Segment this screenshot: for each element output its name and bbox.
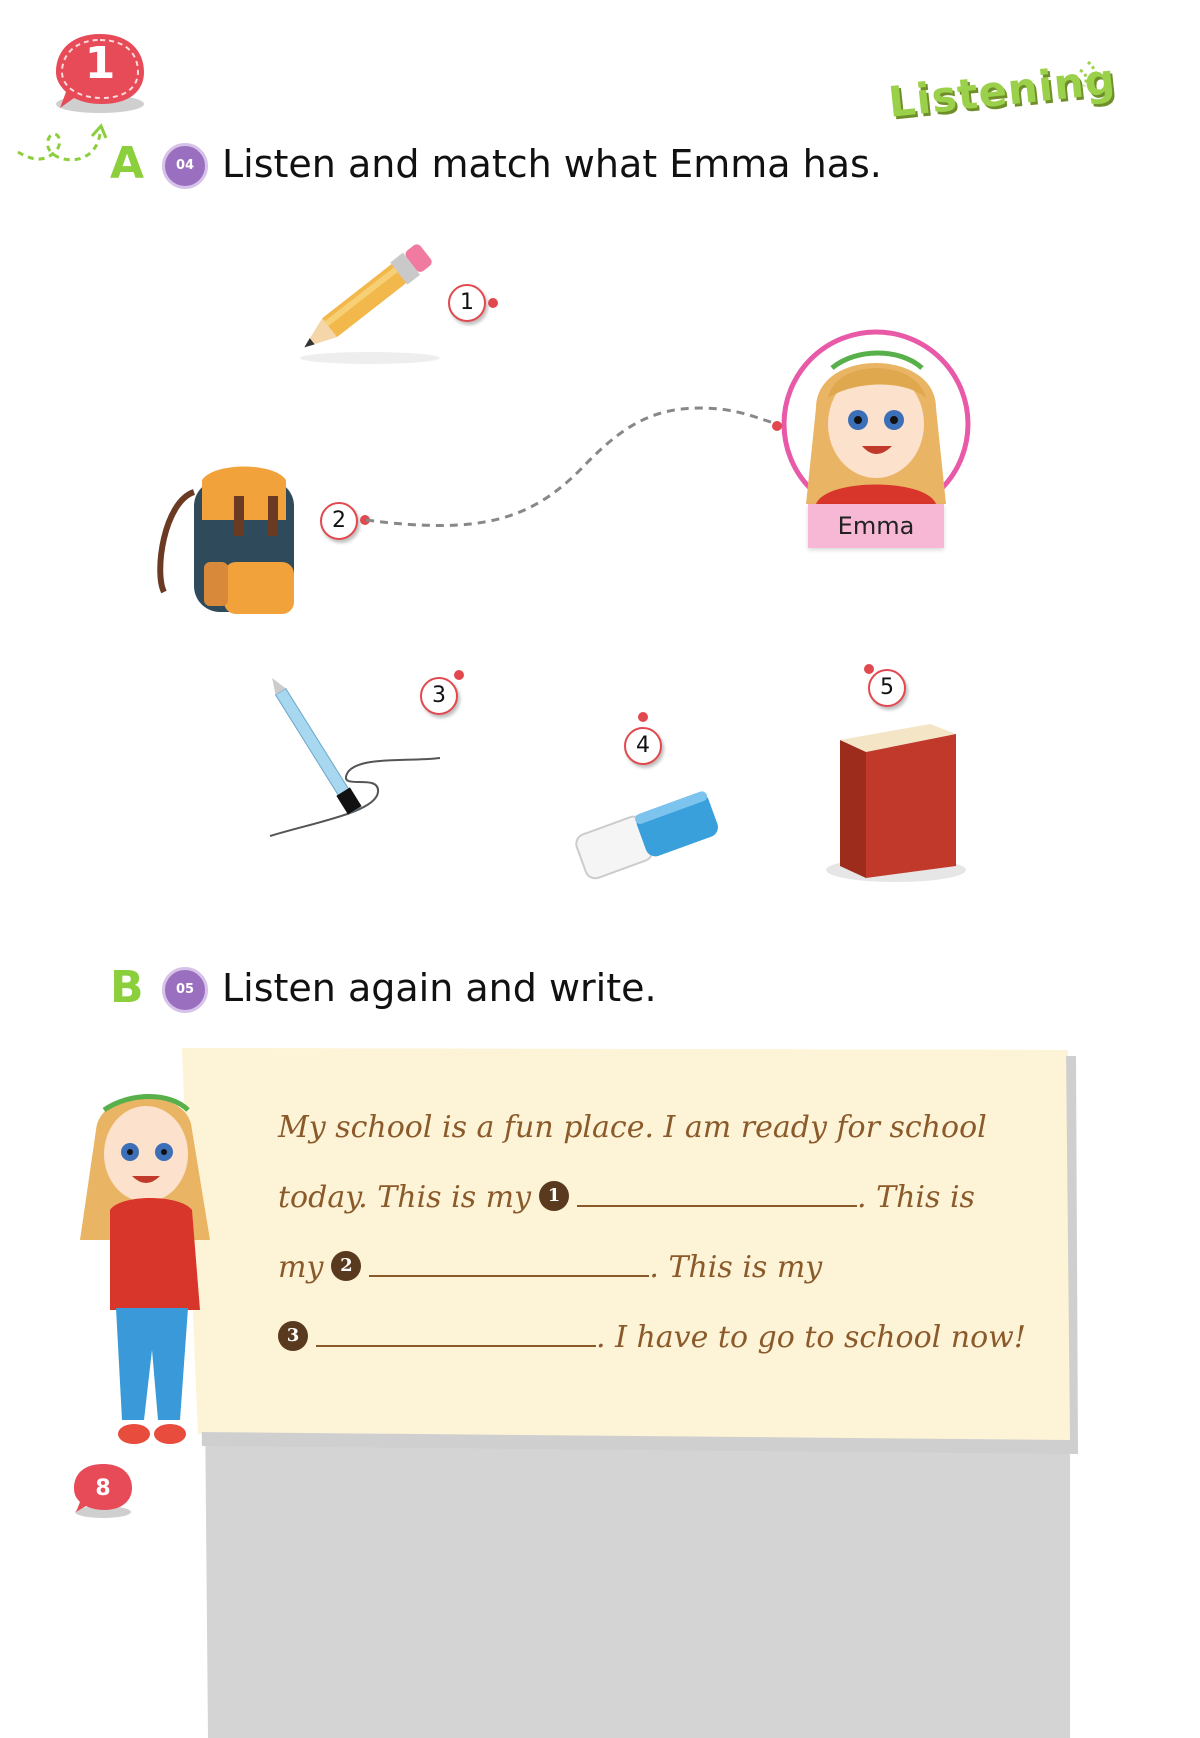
- exercise-b-letter: B: [110, 962, 144, 1013]
- backpack-image: [154, 462, 304, 620]
- answer-blank-2[interactable]: [369, 1251, 649, 1277]
- story-line-1: My school is a fun place. I am ready for school: [278, 1110, 987, 1145]
- answer-blank-1[interactable]: [577, 1181, 857, 1207]
- match-dot-5[interactable]: [864, 664, 874, 674]
- blank-3-number: 3: [278, 1321, 308, 1351]
- swirl-arrow-icon: [14, 118, 114, 174]
- item-number-3: 3: [420, 677, 458, 715]
- book-image: [824, 718, 974, 886]
- item-number-4: 4: [624, 727, 662, 765]
- exercise-a-instruction: Listen and match what Emma has.: [222, 142, 882, 186]
- emma-portrait: [776, 328, 976, 518]
- story-line-3-start: my: [278, 1250, 324, 1285]
- pencil-image: [280, 230, 450, 370]
- match-dot-3[interactable]: [454, 670, 464, 680]
- section-label: Listening: [886, 54, 1118, 127]
- story-line-2: [278, 1180, 975, 1215]
- emma-name-label: Emma: [808, 504, 944, 548]
- eraser-image: [570, 772, 726, 890]
- item-number-2: 2: [320, 502, 358, 540]
- story-line-4-end: . I have to go to school now!: [596, 1320, 1026, 1355]
- match-dot-1[interactable]: [488, 298, 498, 308]
- story-line-3: [278, 1250, 822, 1285]
- match-dot-4[interactable]: [638, 712, 648, 722]
- story-line-2-end: . This is: [857, 1180, 975, 1215]
- page-number: 8: [95, 1476, 111, 1501]
- unit-number: 1: [84, 38, 116, 89]
- story-line-3-end: . This is my: [649, 1250, 823, 1285]
- story-line-4: [270, 1320, 1026, 1355]
- blank-2-number: 2: [331, 1251, 361, 1281]
- item-number-5: 5: [868, 669, 906, 707]
- example-match-line: [360, 400, 790, 540]
- exercise-a-letter: A: [110, 138, 145, 189]
- emma-full-figure: [60, 1090, 230, 1470]
- story-line-2-start: today. This is my: [278, 1180, 532, 1215]
- audio-track-a-number: 04: [175, 158, 195, 173]
- audio-track-b-number: 05: [175, 982, 195, 997]
- answer-blank-3[interactable]: [316, 1321, 596, 1347]
- blank-1-number: 1: [539, 1181, 569, 1211]
- item-number-1: 1: [448, 284, 486, 322]
- emma-match-dot[interactable]: [772, 421, 782, 431]
- pen-image: [256, 672, 446, 844]
- exercise-b-instruction: Listen again and write.: [222, 966, 657, 1010]
